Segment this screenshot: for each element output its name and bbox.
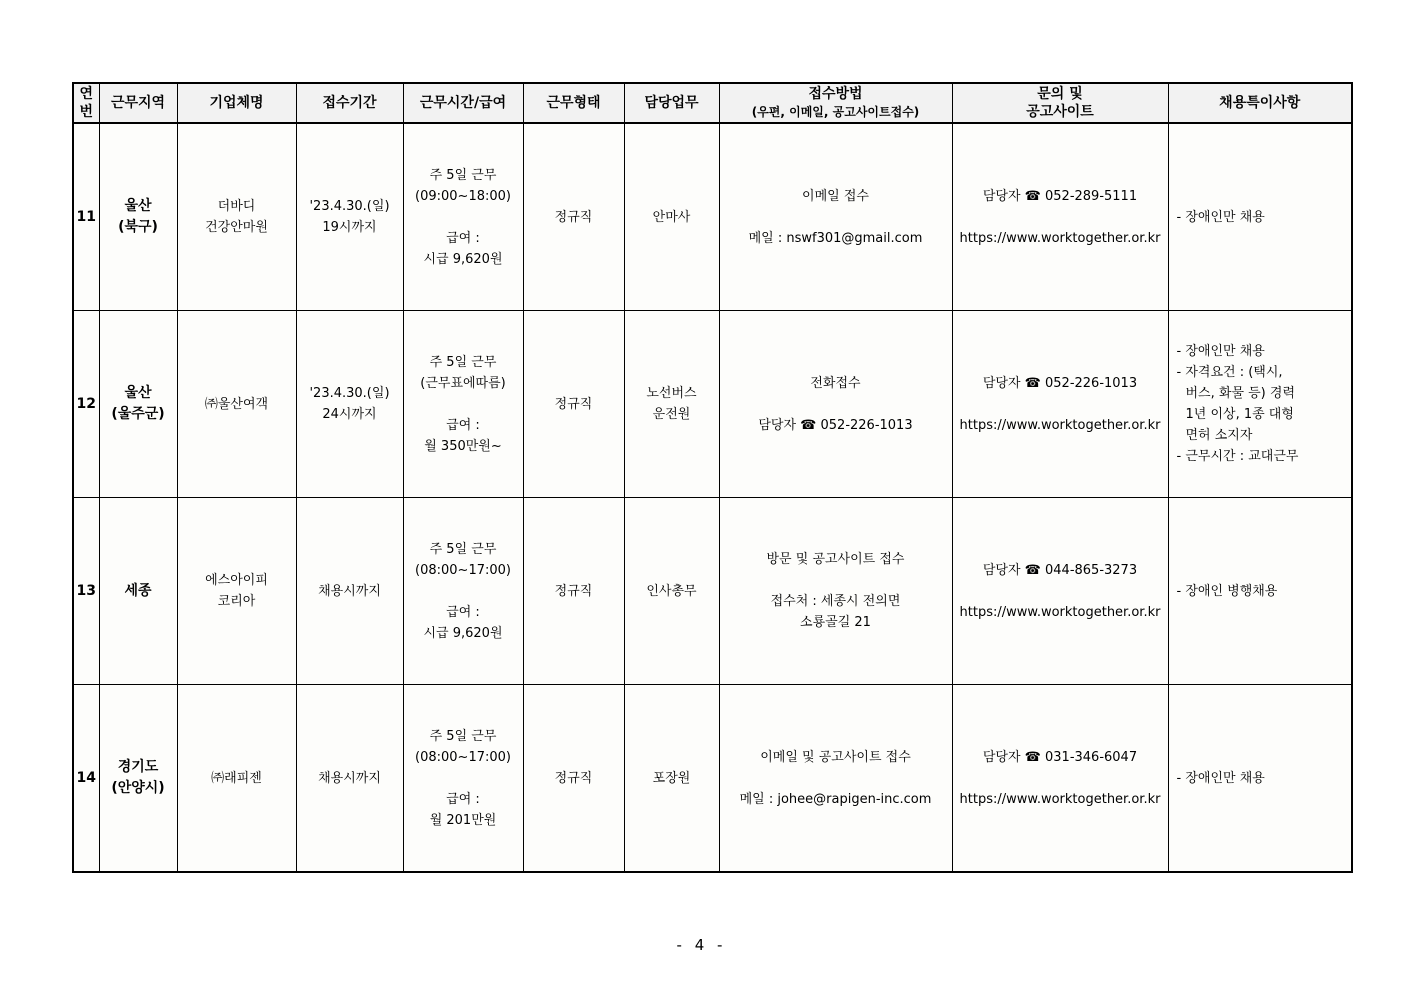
hours-line: (근무표에따름) — [420, 375, 506, 391]
contact-phone: 담당자 ☎ 052-226-1013 — [982, 375, 1138, 391]
duty-cell — [624, 123, 719, 311]
region-cell — [99, 685, 177, 873]
company-line: 건강안마원 — [205, 220, 268, 235]
notes-cell — [1168, 311, 1352, 498]
company-line: ㈜울산여객 — [204, 396, 269, 412]
pay-label: 급여 : — [446, 417, 480, 433]
table-row — [73, 311, 1352, 498]
header-contact-sub: 공고사이트 — [1026, 104, 1094, 120]
employment-type-cell: 정규직 — [523, 685, 624, 873]
notes-cell — [1168, 498, 1352, 685]
spacer — [408, 581, 519, 602]
company-cell — [177, 498, 296, 685]
region-line: 울산 — [124, 198, 152, 214]
application-method-cell — [719, 685, 952, 873]
contact-cell — [952, 685, 1168, 873]
spacer — [408, 207, 519, 228]
pay-value: 월 201만원 — [429, 812, 497, 828]
method-line: 메일 : johee@rapigen-inc.com — [739, 791, 932, 807]
region-line: 울산 — [124, 385, 152, 401]
employment-type-cell: 정규직 — [523, 311, 624, 498]
spacer — [957, 768, 1164, 789]
note-line: - 자격요건 : (택시, — [1176, 365, 1283, 380]
note-line: - 장애인만 채용 — [1176, 344, 1265, 359]
hours-line: (09:00~18:00) — [415, 188, 511, 204]
period-line: '23.4.30.(일) — [309, 199, 390, 214]
spacer — [724, 207, 948, 228]
note-line: - 장애인만 채용 — [1176, 209, 1265, 225]
period-line: 19시까지 — [322, 220, 377, 235]
method-line: 접수처 : 세종시 전의면 — [770, 594, 901, 609]
job-listing-table — [72, 82, 1353, 873]
duty-line: 운전원 — [652, 407, 691, 422]
row-number: 14 — [73, 685, 99, 873]
header-contact — [952, 83, 1168, 123]
region-line: 세종 — [124, 582, 152, 599]
contact-site-link[interactable]: https://www.worktogether.or.kr — [959, 230, 1161, 246]
period-cell — [296, 498, 403, 685]
contact-cell — [952, 498, 1168, 685]
region-cell — [99, 498, 177, 685]
period-line: 채용시까지 — [318, 583, 381, 599]
spacer — [724, 570, 948, 591]
header-region: 근무지역 — [99, 83, 177, 123]
method-line: 방문 및 공고사이트 접수 — [766, 552, 905, 567]
header-method — [719, 83, 952, 123]
contact-site-link[interactable]: https://www.worktogether.or.kr — [959, 604, 1161, 620]
header-hours-pay: 근무시간/급여 — [403, 83, 523, 123]
company-cell — [177, 311, 296, 498]
spacer — [408, 394, 519, 415]
row-number: 12 — [73, 311, 99, 498]
table-row — [73, 685, 1352, 873]
spacer — [724, 394, 948, 415]
employment-type-cell: 정규직 — [523, 123, 624, 311]
company-cell — [177, 123, 296, 311]
note-line: - 장애인만 채용 — [1176, 770, 1265, 786]
method-line: 담당자 ☎ 052-226-1013 — [758, 417, 913, 433]
contact-phone: 담당자 ☎ 031-346-6047 — [982, 749, 1138, 765]
spacer — [724, 768, 948, 789]
note-line: 면허 소지자 — [1185, 428, 1253, 443]
hours-line: 주 5일 근무 — [429, 541, 497, 557]
header-period: 접수기간 — [296, 83, 403, 123]
hours-pay-cell — [403, 123, 523, 311]
hours-line: (08:00~17:00) — [415, 562, 511, 578]
hours-line: 주 5일 근무 — [429, 354, 497, 370]
method-line: 전화접수 — [810, 375, 861, 391]
region-cell — [99, 311, 177, 498]
period-cell — [296, 311, 403, 498]
duty-line: 안마사 — [652, 209, 691, 225]
duty-line: 포장원 — [652, 770, 691, 786]
contact-cell — [952, 123, 1168, 311]
header-no-label: 연번 — [79, 86, 94, 120]
spacer — [957, 394, 1164, 415]
duty-line: 노선버스 — [646, 386, 697, 401]
note-line: 버스, 화물 등) 경력 — [1185, 386, 1296, 401]
pay-label: 급여 : — [446, 791, 480, 807]
table-row — [73, 123, 1352, 311]
contact-site-link[interactable]: https://www.worktogether.or.kr — [959, 417, 1161, 433]
pay-value: 시급 9,620원 — [423, 251, 503, 267]
pay-label: 급여 : — [446, 230, 480, 246]
application-method-cell — [719, 311, 952, 498]
method-line: 이메일 및 공고사이트 접수 — [760, 749, 911, 765]
duty-line: 인사총무 — [646, 583, 697, 599]
period-line: 24시까지 — [322, 407, 377, 422]
region-line: 경기도 — [117, 759, 159, 775]
contact-phone: 담당자 ☎ 044-865-3273 — [982, 562, 1138, 578]
hours-pay-cell — [403, 685, 523, 873]
hours-line: 주 5일 근무 — [429, 167, 497, 183]
header-duty: 담당업무 — [624, 83, 719, 123]
period-line: '23.4.30.(일) — [309, 386, 390, 401]
note-line: 1년 이상, 1종 대형 — [1185, 407, 1294, 422]
note-line: - 근무시간 : 교대근무 — [1176, 449, 1299, 464]
region-line: (울주군) — [111, 406, 165, 422]
table-body — [73, 123, 1352, 872]
company-line: 코리아 — [217, 594, 256, 609]
company-cell — [177, 685, 296, 873]
table-row — [73, 498, 1352, 685]
application-method-cell — [719, 498, 952, 685]
header-method-label: 접수방법 — [808, 86, 863, 102]
period-cell — [296, 123, 403, 311]
notes-cell — [1168, 123, 1352, 311]
application-method-cell — [719, 123, 952, 311]
spacer — [957, 581, 1164, 602]
row-number: 11 — [73, 123, 99, 311]
spacer — [408, 768, 519, 789]
company-line: 더바디 — [217, 199, 256, 214]
duty-cell — [624, 311, 719, 498]
employment-type-cell: 정규직 — [523, 498, 624, 685]
duty-cell — [624, 498, 719, 685]
header-contact-label: 문의 및 — [1037, 86, 1083, 102]
hours-line: 주 5일 근무 — [429, 728, 497, 744]
table-header-row — [73, 83, 1352, 123]
company-line: ㈜래피젠 — [211, 770, 262, 786]
header-no — [73, 83, 99, 123]
notes-cell — [1168, 685, 1352, 873]
duty-cell — [624, 685, 719, 873]
header-company: 기업체명 — [177, 83, 296, 123]
contact-phone: 담당자 ☎ 052-289-5111 — [982, 188, 1138, 204]
spacer — [957, 207, 1164, 228]
header-method-sub: (우편, 이메일, 공고사이트접수) — [751, 105, 920, 119]
method-line: 이메일 접수 — [802, 188, 869, 204]
header-type: 근무형태 — [523, 83, 624, 123]
region-line: (안양시) — [111, 780, 165, 796]
period-cell — [296, 685, 403, 873]
hours-pay-cell — [403, 498, 523, 685]
contact-cell — [952, 311, 1168, 498]
region-cell — [99, 123, 177, 311]
note-line: - 장애인 병행채용 — [1176, 583, 1278, 599]
contact-site-link[interactable]: https://www.worktogether.or.kr — [959, 791, 1161, 807]
method-line: 소룡골길 21 — [800, 615, 871, 630]
page-number: - 4 - — [676, 936, 727, 954]
region-line: (북구) — [118, 219, 158, 235]
row-number: 13 — [73, 498, 99, 685]
hours-pay-cell — [403, 311, 523, 498]
pay-label: 급여 : — [446, 604, 480, 620]
pay-value: 시급 9,620원 — [423, 625, 503, 641]
method-line: 메일 : nswf301@gmail.com — [748, 230, 923, 246]
company-line: 에스아이피 — [205, 573, 268, 588]
hours-line: (08:00~17:00) — [415, 749, 511, 765]
header-notes: 채용특이사항 — [1168, 83, 1352, 123]
pay-value: 월 350만원~ — [424, 438, 502, 454]
period-line: 채용시까지 — [318, 770, 381, 786]
